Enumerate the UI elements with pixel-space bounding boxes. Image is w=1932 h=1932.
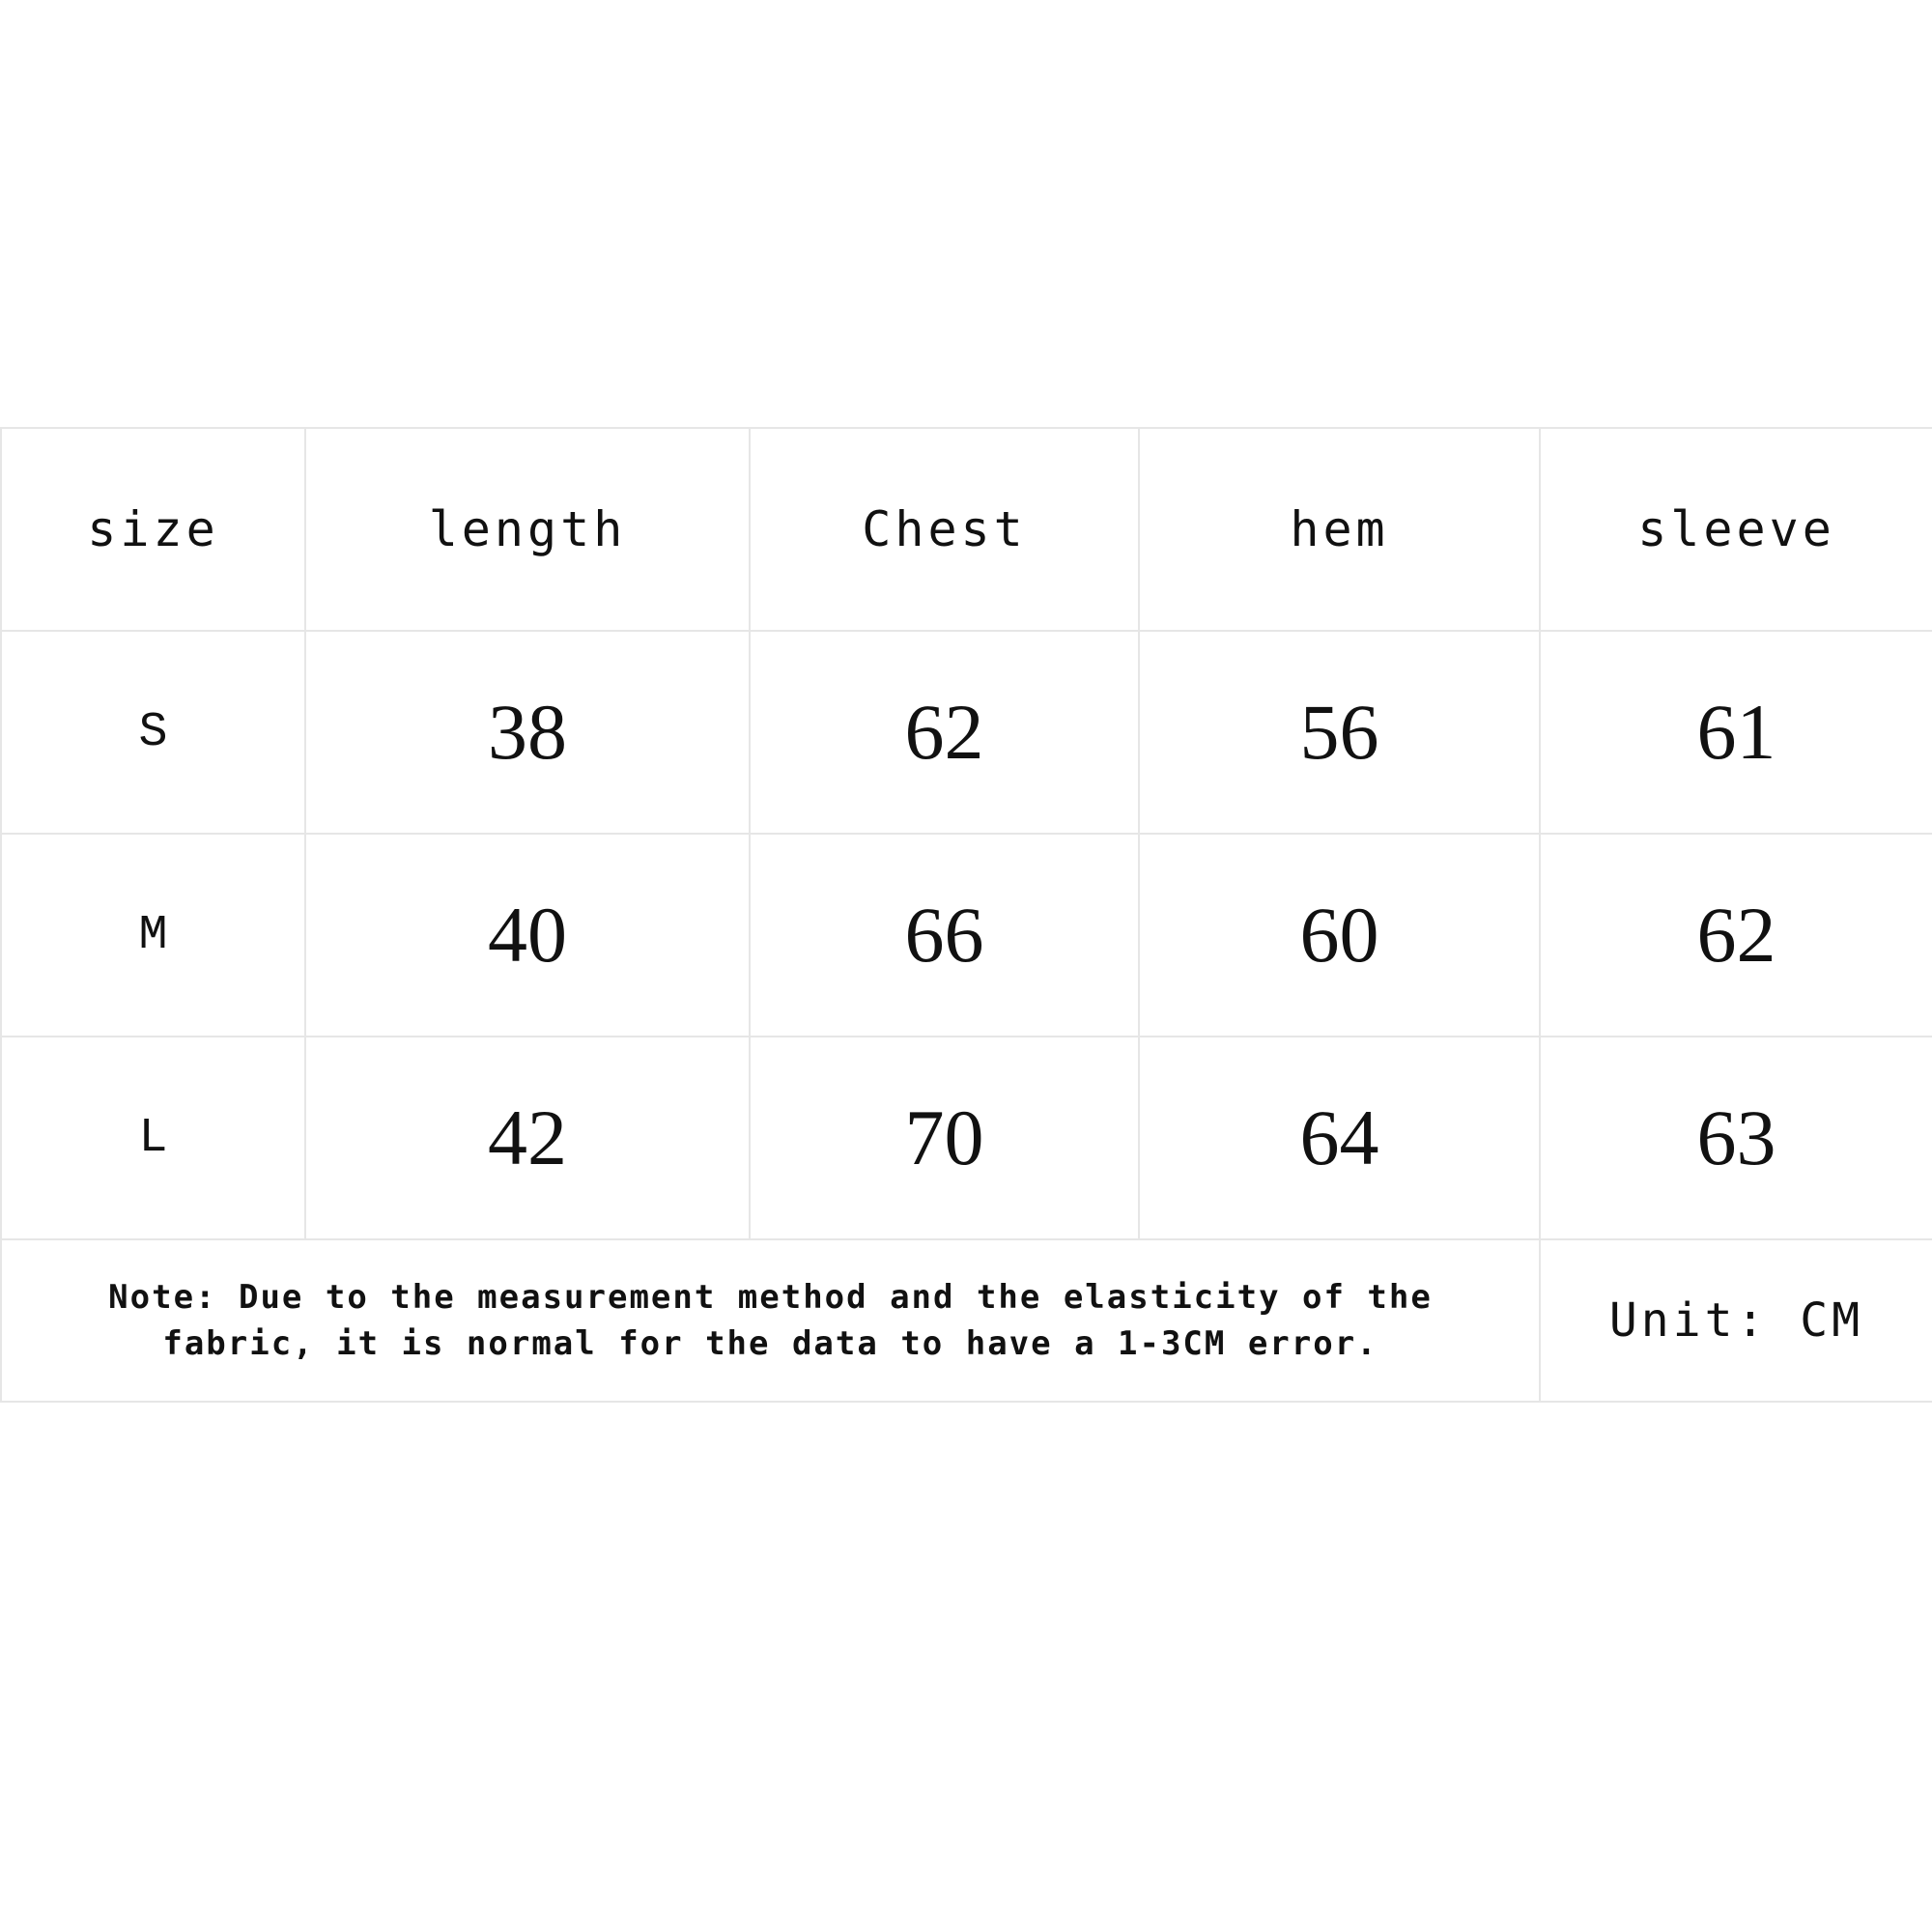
chest-cell: 70 [750, 1037, 1139, 1239]
hem-cell: 64 [1139, 1037, 1540, 1239]
chest-cell: 66 [750, 834, 1139, 1037]
table-row [1, 1037, 1932, 1239]
sleeve-cell: 63 [1540, 1037, 1932, 1239]
size-chart-table [0, 427, 1932, 1403]
header-hem: hem [1139, 428, 1540, 631]
length-cell: 38 [305, 631, 750, 834]
sleeve-cell: 62 [1540, 834, 1932, 1037]
size-cell: L [1, 1037, 305, 1239]
header-row [1, 428, 1932, 631]
hem-cell: 56 [1139, 631, 1540, 834]
measurement-note: Note: Due to the measurement method and the elasticity of the fabric, it is normal for the data to have a 1-3CM error. [108, 1278, 1433, 1363]
sleeve-cell: 61 [1540, 631, 1932, 834]
length-cell: 42 [305, 1037, 750, 1239]
length-cell: 40 [305, 834, 750, 1037]
table-row [1, 631, 1932, 834]
header-length: length [305, 428, 750, 631]
size-cell: S [1, 631, 305, 834]
unit-cell [1540, 1239, 1932, 1402]
size-cell: M [1, 834, 305, 1037]
unit-label: Unit: CM [1608, 1293, 1864, 1348]
note-row [1, 1239, 1932, 1402]
header-chest: Chest [750, 428, 1139, 631]
header-size: size [1, 428, 305, 631]
header-sleeve: sleeve [1540, 428, 1932, 631]
chest-cell: 62 [750, 631, 1139, 834]
hem-cell: 60 [1139, 834, 1540, 1037]
table-row [1, 834, 1932, 1037]
note-cell [1, 1239, 1540, 1402]
